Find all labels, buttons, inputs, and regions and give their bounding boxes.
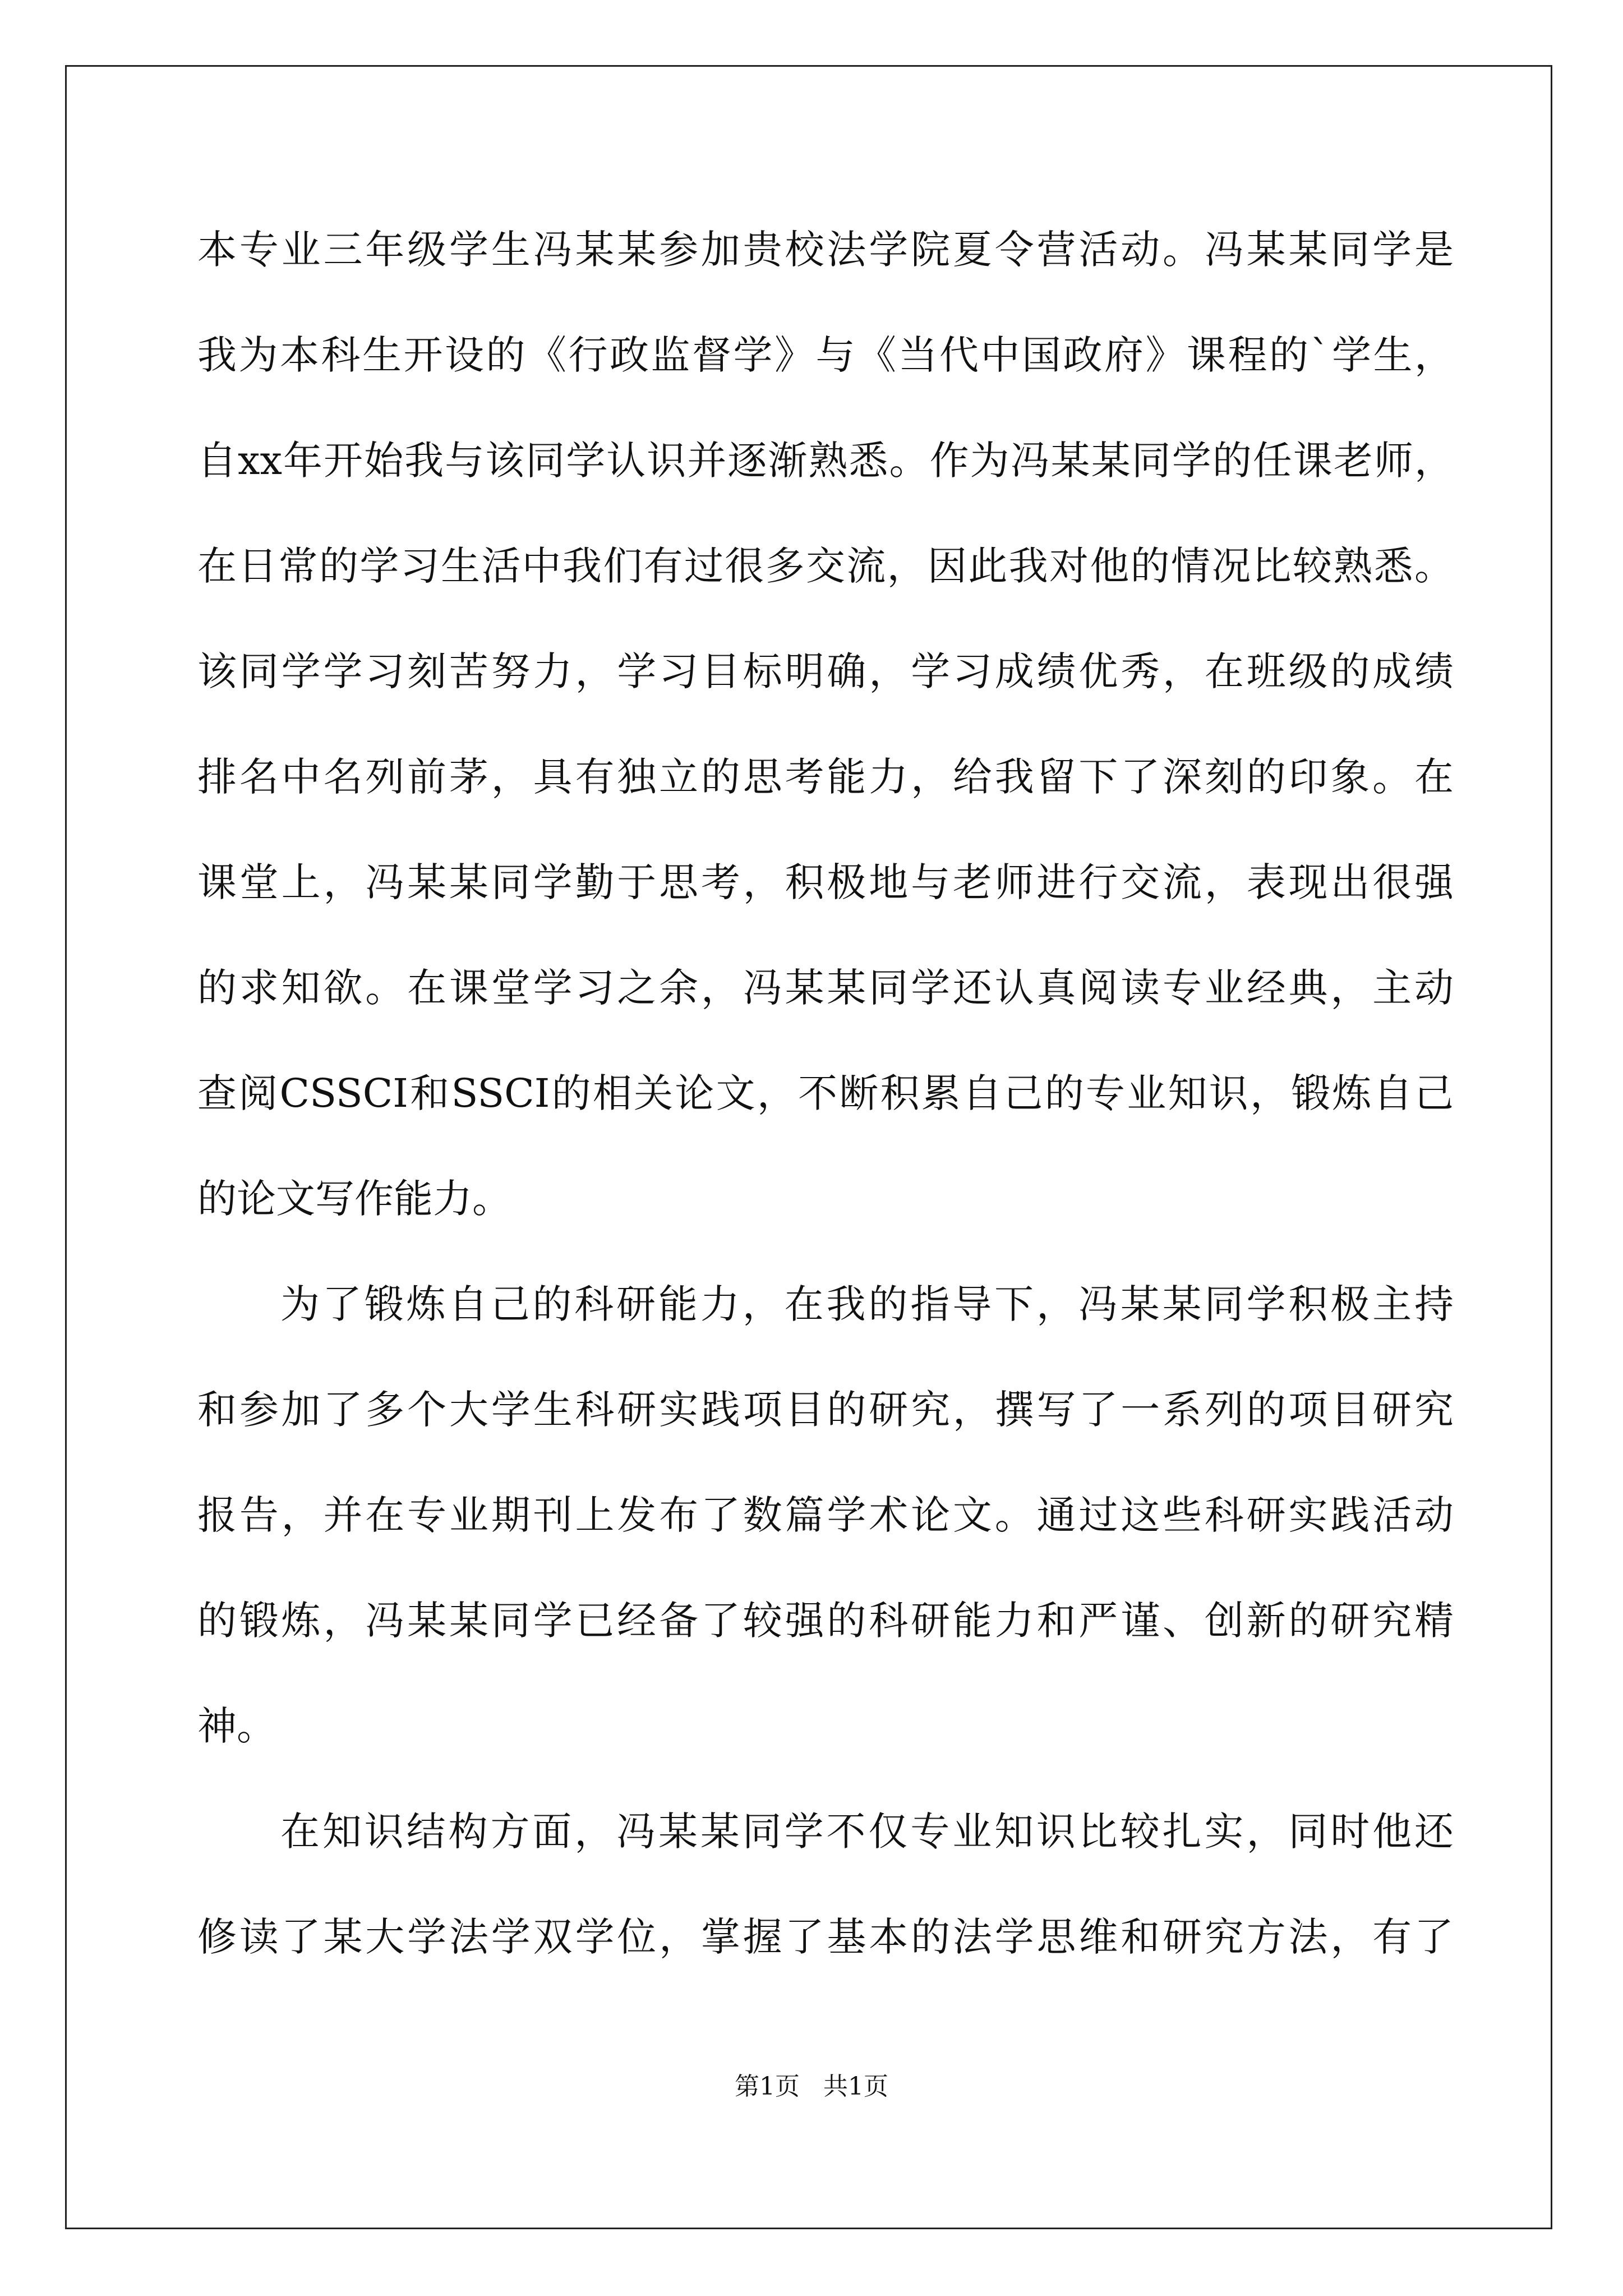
paragraph-1-line-6: 排名中名列前茅，具有独立的思考能力，给我留下了深刻的印象。在 (197, 754, 1454, 800)
paragraph-1-line-1: 本专业三年级学生冯某某参加贵校法学院夏令营活动。冯某某同学是 (197, 227, 1454, 273)
page-footer: 第1页 共1页 (735, 2072, 888, 2101)
paragraph-2-line-1: 为了锻炼自己的科研能力，在我的指导下，冯某某同学积极主持 (280, 1281, 1454, 1327)
paragraph-2-line-3: 报告，并在专业期刊上发布了数篇学术论文。通过这些科研实践活动 (197, 1492, 1454, 1538)
paragraph-1-line-10: 的论文写作能力。 (197, 1176, 511, 1222)
paragraph-1-line-2: 我为本科生开设的《行政监督学》与《当代中国政府》课程的`学生， (197, 332, 1454, 378)
paragraph-2-line-2: 和参加了多个大学生科研实践项目的研究，撰写了一系列的项目研究 (197, 1387, 1454, 1433)
paragraph-1-line-5: 该同学学习刻苦努力，学习目标明确，学习成绩优秀，在班级的成绩 (197, 648, 1454, 694)
paragraph-1-line-4: 在日常的学习生活中我们有过很多交流，因此我对他的情况比较熟悉。 (197, 543, 1454, 589)
paragraph-1-line-7: 课堂上，冯某某同学勤于思考，积极地与老师进行交流，表现出很强 (197, 859, 1454, 905)
paragraph-1-line-8: 的求知欲。在课堂学习之余，冯某某同学还认真阅读专业经典，主动 (197, 965, 1454, 1011)
paragraph-2-line-5: 神。 (197, 1703, 276, 1749)
paragraph-1-line-9: 查阅CSSCI和SSCI的相关论文，不断积累自己的专业知识，锻炼自己 (197, 1070, 1454, 1116)
paragraph-3-line-2: 修读了某大学法学双学位，掌握了基本的法学思维和研究方法，有了 (197, 1914, 1454, 1960)
paragraph-2-line-4: 的锻炼，冯某某同学已经备了较强的科研能力和严谨、创新的研究精 (197, 1598, 1454, 1644)
paragraph-1-line-3: 自xx年开始我与该同学认识并逐渐熟悉。作为冯某某同学的任课老师， (197, 438, 1454, 484)
paragraph-3-line-1: 在知识结构方面，冯某某同学不仅专业知识比较扎实，同时他还 (280, 1809, 1454, 1855)
page-border (65, 65, 1552, 2229)
